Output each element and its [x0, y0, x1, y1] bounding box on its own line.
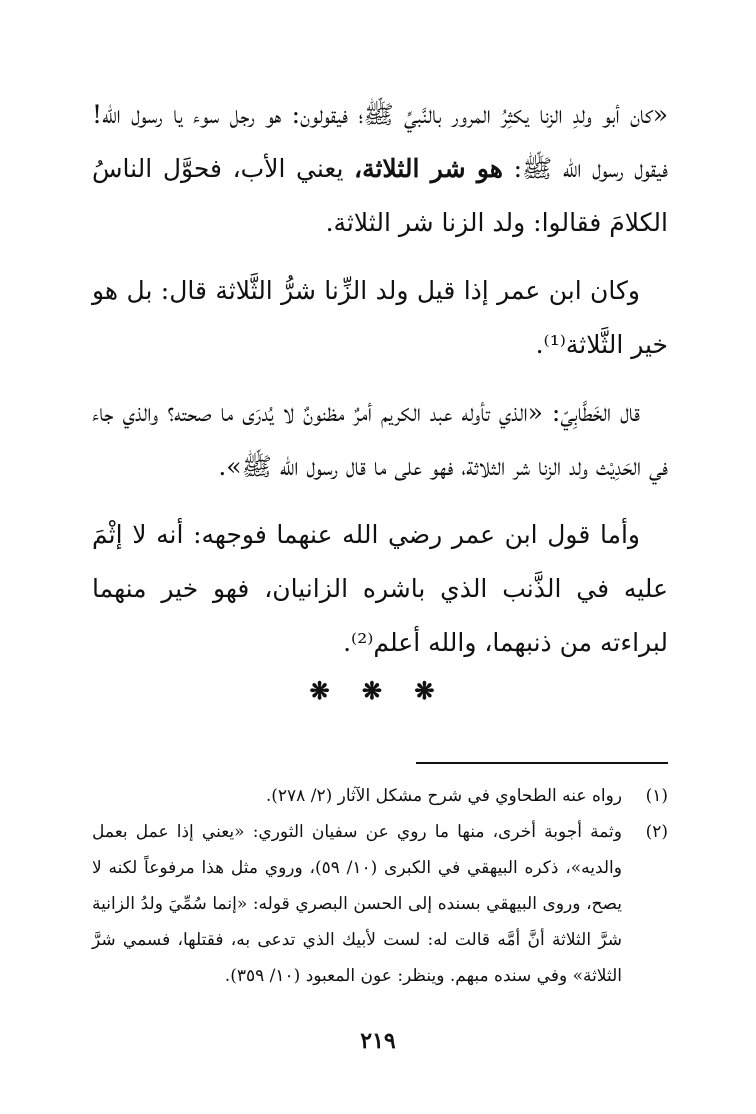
page-number: ٢١٩: [360, 1028, 396, 1054]
footnotes: [92, 778, 668, 994]
footnote-text: وثمة أجوبة أخرى، منها ما روي عن سفيان الثوري: «يعني إذا عمل بعمل والديه»، ذكره البيهقي في الكبرى (١٠/ ٥٩)، وروي مثل هذا مرفوعاً لكنه لا يصح، وروى البيهقي بسنده إلى الحسن البصري قوله: «إنما سُمِّيَ ولدُ الزانية شرَّ الثلاثة أنَّ أمَّه قالت له: لست لأبيك الذي تدعى به، فقتلها، فسمي شرَّ الثلاثة» وفي سنده مبهم. وينظر: عون المعبود (١٠/ ٣٥٩).: [92, 822, 622, 986]
paragraph-1: [92, 88, 668, 250]
paragraph-3: [92, 386, 668, 494]
paragraph-3-text: قال الخَطَّابِيّ: «الذي تأوله عبد الكريم أمرٌ مظنونٌ لا يُدرَى ما صحته؟ والذي جاء في الحَدِيْث ولد الزنا شر الثلاثة، فهو على ما قال رسول الله ﷺ».: [92, 398, 668, 481]
footnote-rule: [416, 762, 668, 764]
footnote-text: رواه عنه الطحاوي في شرح مشكل الآثار (٢/ ٢٧٨).: [265, 786, 622, 806]
paragraph-2-text: وكان ابن عمر إذا قيل ولد الزِّنا شرُّ الثَّلاثة قال: بل هو خير الثَّلاثة⁽¹⁾.: [92, 276, 668, 359]
paragraph-1-text-a: «كان أبو ولدِ الزنا يكثِرُ المرور بالنَّبيِّ ﷺ؛ فيقولون: هو رجل سوء يا رسول الله! فيقول رسول الله ﷺ:: [92, 100, 669, 183]
footnote-number: (١): [645, 786, 668, 806]
footnote-number: (٢): [645, 822, 668, 842]
footnote-1: [92, 778, 668, 814]
paragraph-2: [92, 264, 668, 372]
section-separator: ❋ ❋ ❋: [309, 676, 447, 705]
paragraph-1-bold: هو شر الثلاثة،: [354, 154, 503, 183]
paragraph-1-text-b: يعني الأب، فحوَّل الناسُ الكلامَ فقالوا: ولد الزنا شر الثلاثة.: [92, 154, 668, 237]
footnote-2: [92, 814, 668, 994]
paragraph-4: [92, 508, 668, 670]
paragraph-4-text: وأما قول ابن عمر رضي الله عنهما فوجهه: أنه لا إثْمَ عليه في الذَّنب الذي باشره الزانيان، فهو خير منهما لبراءته من ذنبهما، والله أعلم⁽²⁾.: [92, 520, 668, 657]
main-text: [92, 88, 668, 684]
